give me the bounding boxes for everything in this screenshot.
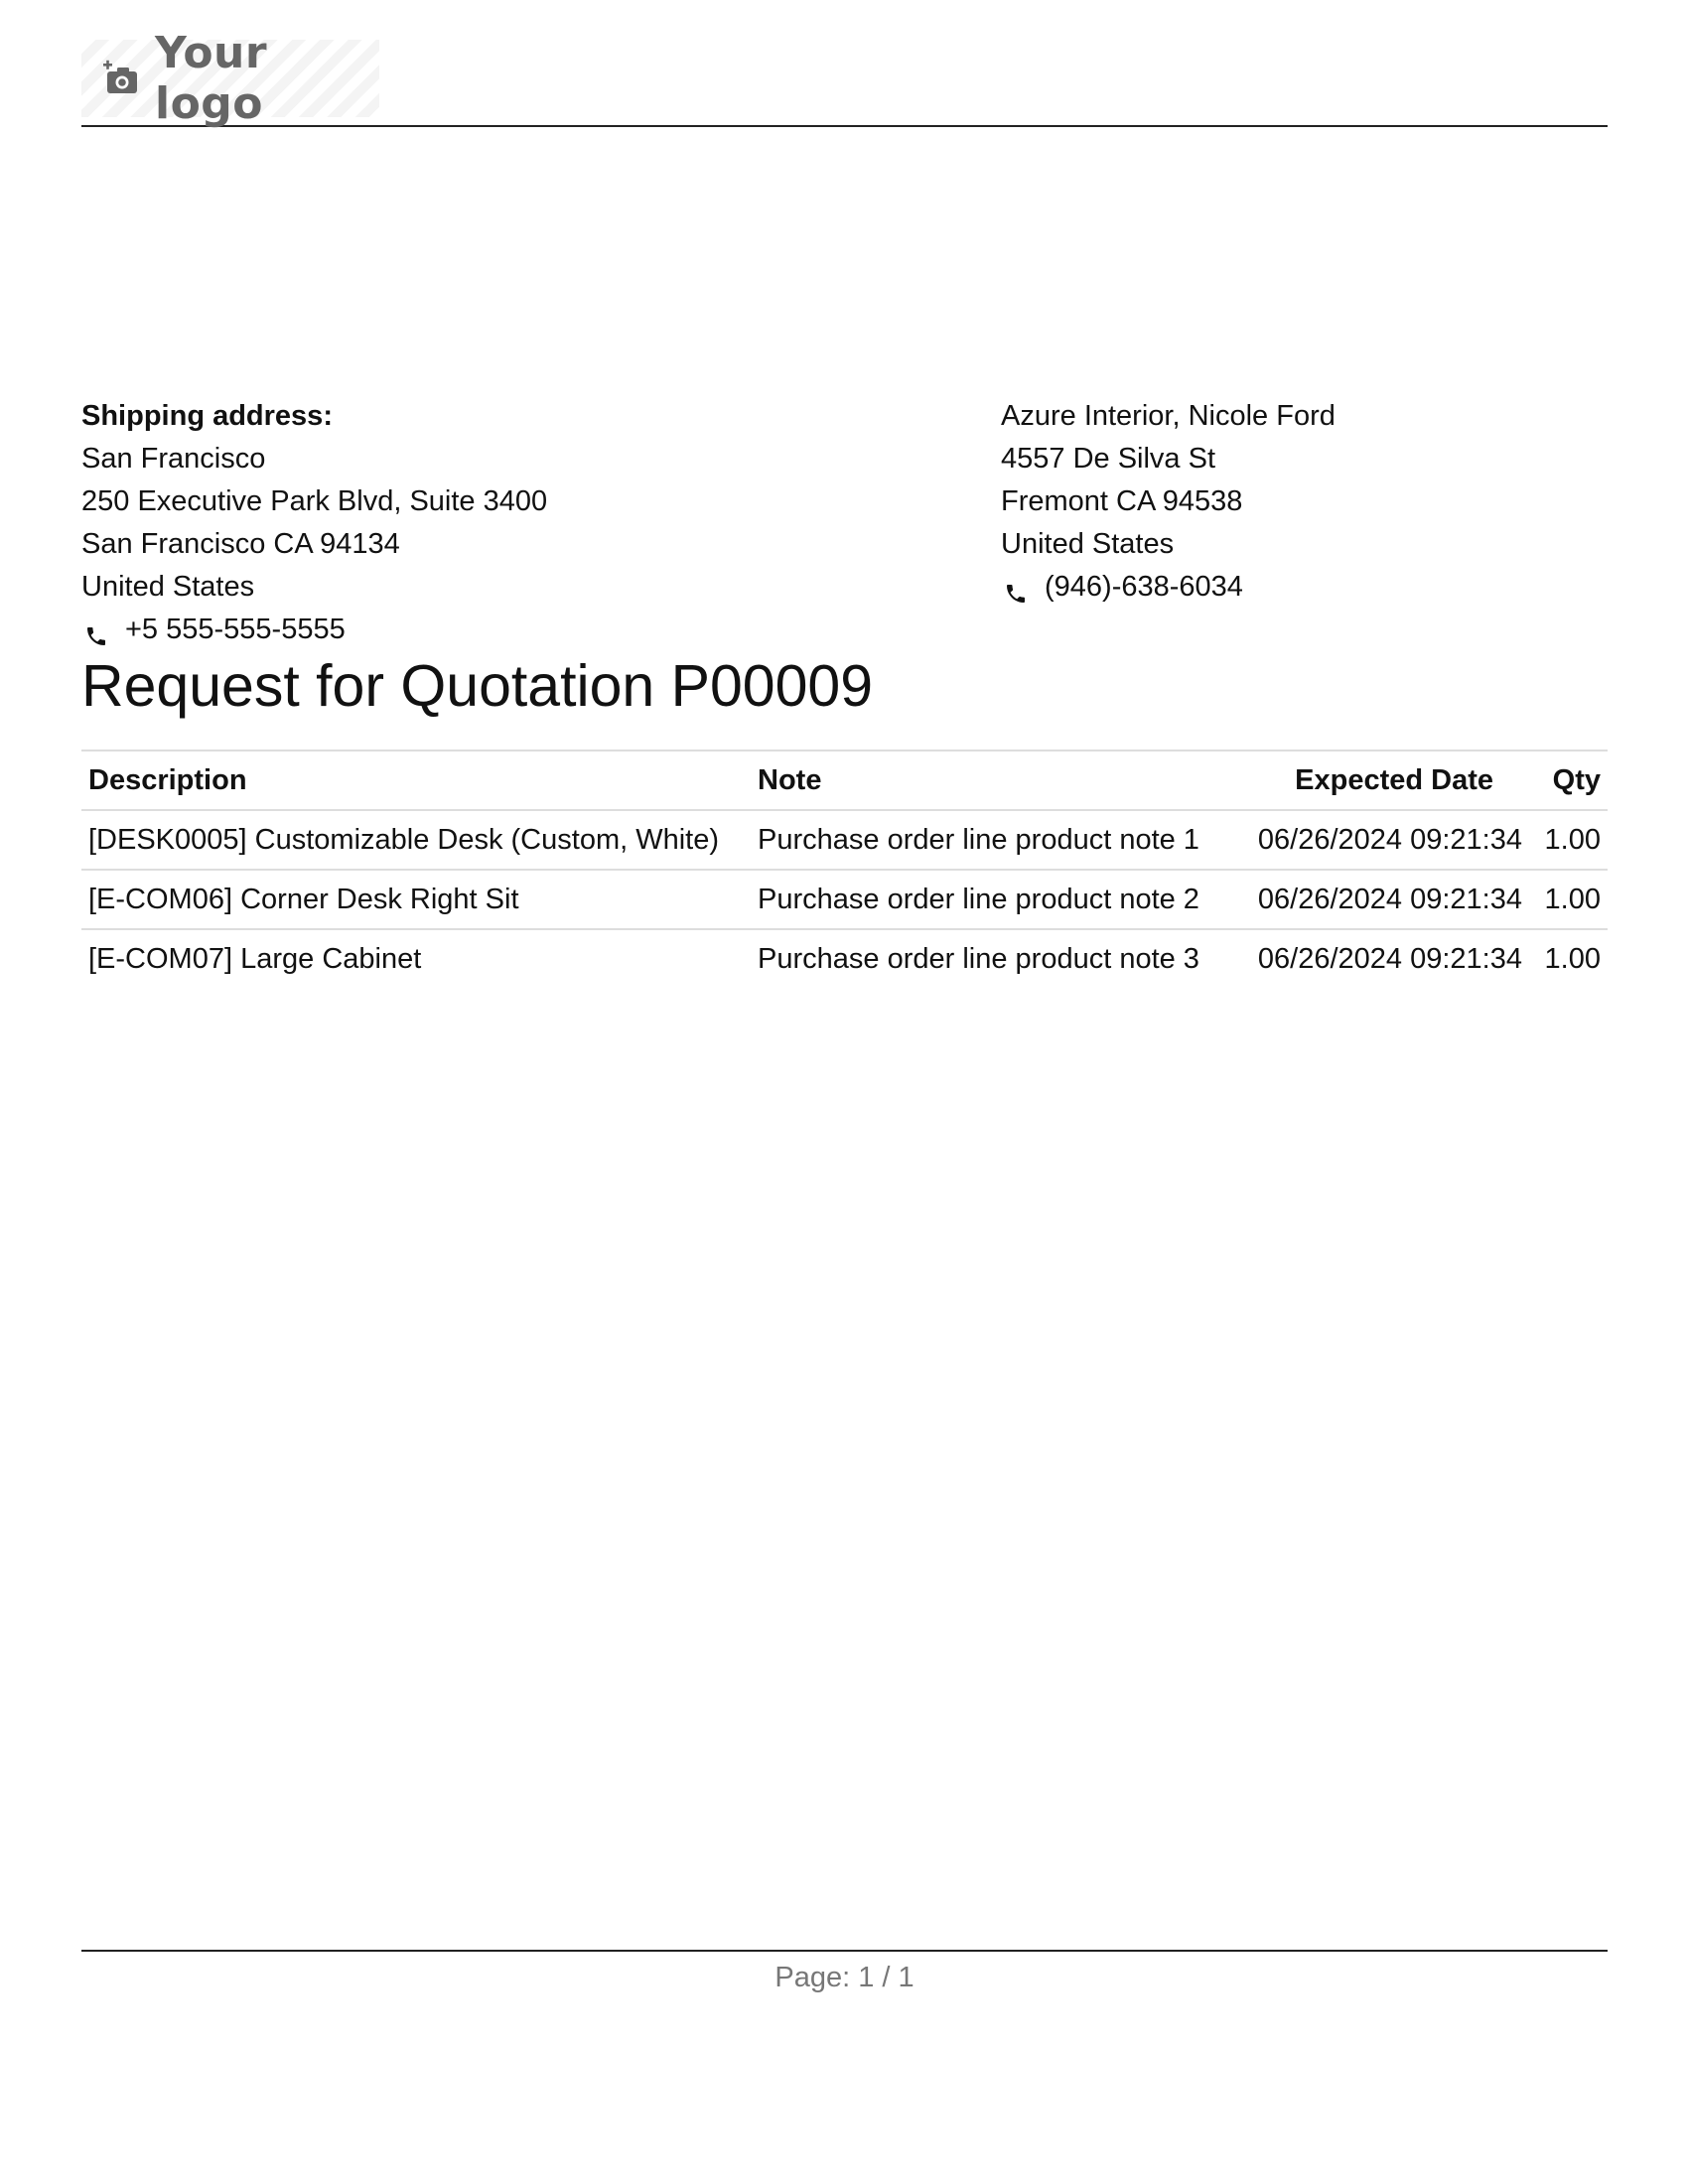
- shipping-phone-number: +5 555-555-5555: [125, 614, 346, 645]
- column-header-description: Description: [81, 751, 751, 810]
- report-header: [81, 28, 1608, 129]
- column-header-qty: Qty: [1529, 751, 1608, 810]
- shipping-address-line: United States: [81, 571, 255, 603]
- report-footer: [81, 1950, 1608, 1994]
- shipping-phone: [81, 609, 935, 651]
- camera-plus-icon: [103, 60, 141, 97]
- cell-description: [DESK0005] Customizable Desk (Custom, White): [81, 810, 751, 870]
- shipping-address-label: Shipping address:: [81, 400, 333, 432]
- cell-expected-date: 06/26/2024 09:21:34: [1221, 870, 1529, 929]
- vendor-address-line: Azure Interior, Nicole Ford: [1001, 400, 1336, 432]
- vendor-address-line: 4557 De Silva St: [1001, 443, 1216, 475]
- cell-expected-date: 06/26/2024 09:21:34: [1221, 929, 1529, 988]
- cell-description: [E-COM07] Large Cabinet: [81, 929, 751, 988]
- logo-text: Your logo: [155, 28, 268, 129]
- order-lines-table: [81, 750, 1608, 988]
- vendor-address-line: Fremont CA 94538: [1001, 485, 1243, 517]
- shipping-address-line: 250 Executive Park Blvd, Suite 3400: [81, 485, 548, 517]
- cell-note: Purchase order line product note 3: [751, 929, 1221, 988]
- table-row: [81, 810, 1608, 870]
- cell-note: Purchase order line product note 2: [751, 870, 1221, 929]
- shipping-address: [81, 395, 935, 651]
- vendor-phone: [1001, 566, 1608, 609]
- cell-description: [E-COM06] Corner Desk Right Sit: [81, 870, 751, 929]
- column-header-note: Note: [751, 751, 1221, 810]
- column-header-expected-date: Expected Date: [1221, 751, 1529, 810]
- report-page: [81, 0, 1608, 2184]
- vendor-phone-number: (946)-638-6034: [1045, 571, 1243, 603]
- page-number: Page: 1 / 1: [774, 1962, 914, 1993]
- table-row: [81, 870, 1608, 929]
- table-row: [81, 929, 1608, 988]
- document-title: Request for Quotation P00009: [81, 653, 874, 719]
- shipping-address-line: San Francisco CA 94134: [81, 528, 400, 560]
- cell-qty: 1.00: [1529, 870, 1608, 929]
- vendor-address-line: United States: [1001, 528, 1175, 560]
- cell-expected-date: 06/26/2024 09:21:34: [1221, 810, 1529, 870]
- cell-qty: 1.00: [1529, 929, 1608, 988]
- cell-note: Purchase order line product note 1: [751, 810, 1221, 870]
- company-logo: [81, 28, 379, 129]
- table-header-row: [81, 751, 1608, 810]
- shipping-address-line: San Francisco: [81, 443, 266, 475]
- vendor-address: [1001, 395, 1608, 609]
- phone-icon: [1004, 576, 1028, 600]
- cell-qty: 1.00: [1529, 810, 1608, 870]
- phone-icon: [84, 618, 108, 642]
